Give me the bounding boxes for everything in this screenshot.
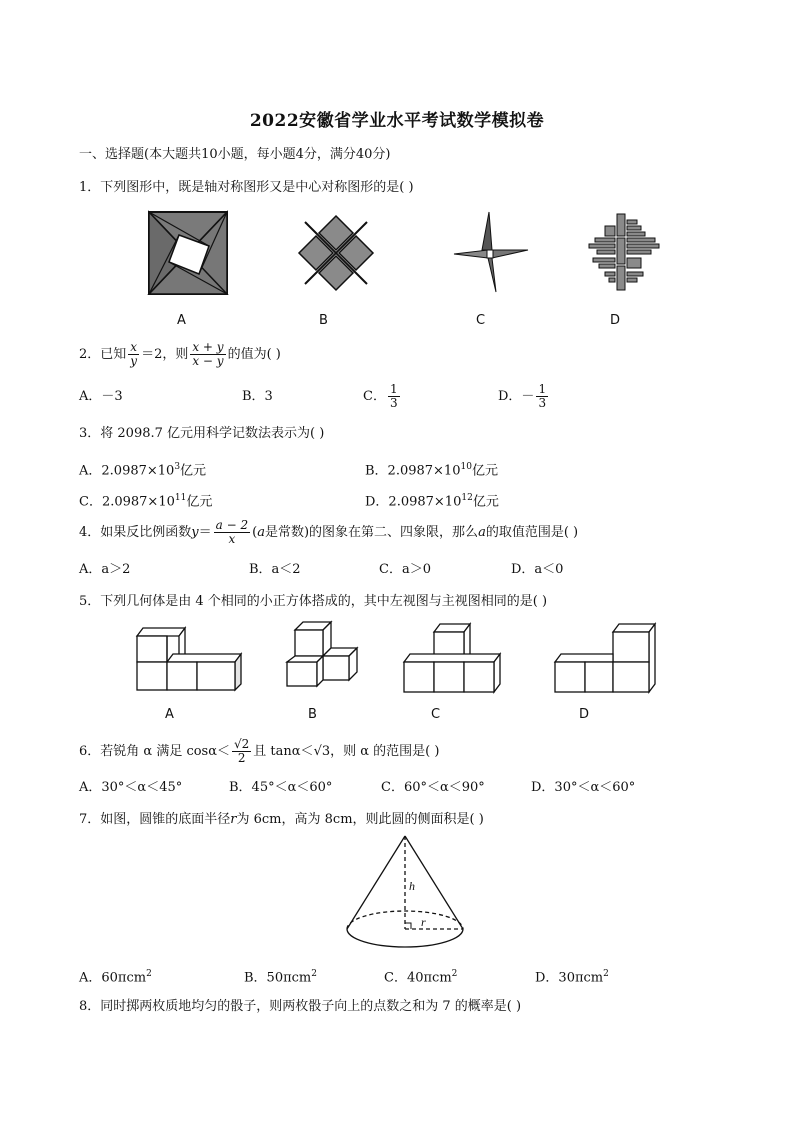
q3-option-a xyxy=(79,459,206,479)
q4-option-b: B．a＜2 xyxy=(249,562,301,577)
q4-option-c: C．a＞0 xyxy=(379,562,431,577)
q3-option-d-unit: 亿元 xyxy=(472,494,499,510)
q3-option-d-base: D．2.0987×10 xyxy=(365,494,462,510)
q7-option-b-exp: 2 xyxy=(311,969,317,979)
q1-label-a: A xyxy=(177,313,186,328)
q4-option-d: D．a＜0 xyxy=(511,562,564,577)
q2-option-c-fraction xyxy=(388,383,400,410)
q7-var-r: r xyxy=(230,812,237,827)
q4-var-a1: a xyxy=(257,525,265,540)
q2-frac2-denominator: x − y xyxy=(192,354,224,368)
q5-label-c: C xyxy=(431,707,441,722)
q3-option-d-exponent: 12 xyxy=(461,493,473,503)
q1-label-d: D xyxy=(610,313,621,328)
q6-frac-denominator: 2 xyxy=(237,751,246,765)
q7-stem-a: 7．如图，圆锥的底面半径 xyxy=(79,812,231,827)
q7-radius-label: r xyxy=(421,915,426,929)
q7-option-d-exp: 2 xyxy=(603,969,609,979)
q4-frac-denominator: x xyxy=(228,532,236,546)
q5-label-a: A xyxy=(165,707,174,722)
q1-stem: 1．下列图形中，既是轴对称图形又是中心对称图形的是( ) xyxy=(79,180,414,195)
q4-equals: ＝ xyxy=(198,525,212,540)
q1-figure-d xyxy=(585,212,661,294)
q3-option-a-unit: 亿元 xyxy=(180,463,207,479)
q5-label-b: B xyxy=(308,707,317,722)
q3-option-b xyxy=(365,459,498,479)
q4-prefix: 4．如果反比例函数 xyxy=(79,525,192,540)
q4-frac-numerator: a − 2 xyxy=(215,518,249,532)
q2-eq-tail: ＝2，则 xyxy=(141,347,189,362)
q7-stem xyxy=(79,812,484,828)
q7-option-c-exp: 2 xyxy=(451,969,458,979)
q2-frac1-numerator: x xyxy=(130,340,138,354)
q7-option-b-text: B．50πcm xyxy=(244,970,312,986)
q5-stem: 5．下列几何体是由 4 个相同的小正方体搭成的，其中左视图与主视图相同的是( ) xyxy=(79,594,548,609)
q2-frac1-denominator: y xyxy=(130,354,138,368)
q7-cone-figure xyxy=(343,832,467,956)
q5-figure-a xyxy=(133,624,243,694)
q6-fraction xyxy=(232,738,251,765)
q6-prefix: 6．若锐角 α 满足 cosα＜ xyxy=(79,744,231,759)
q2-option-d-denominator: 3 xyxy=(538,396,547,410)
q4-var-y: y xyxy=(191,525,199,540)
q4-stem xyxy=(79,516,578,550)
q7-option-a xyxy=(79,966,152,986)
q5-figure-d xyxy=(551,622,657,694)
q7-option-b xyxy=(244,966,317,986)
q2-option-c-denominator: 3 xyxy=(389,396,398,410)
q3-option-c-exponent: 11 xyxy=(174,493,187,503)
q4-option-a: A．a＞2 xyxy=(79,562,131,577)
section-heading: 一、选择题(本大题共10小题，每小题4分，满分40分) xyxy=(79,147,391,162)
q3-option-b-exponent: 10 xyxy=(460,462,472,472)
page-title: 2022安徽省学业水平考试数学模拟卷 xyxy=(249,111,545,131)
q6-stem xyxy=(79,734,439,770)
q2-tail: 的值为( ) xyxy=(227,347,281,362)
q2-stem xyxy=(79,339,281,371)
q2-option-b: B．3 xyxy=(242,389,273,404)
q2-fraction-sum-over-diff xyxy=(190,341,225,368)
q6-frac-numerator: √2 xyxy=(234,737,250,751)
q6-mid: 且 tanα＜ xyxy=(253,744,314,759)
q4-paren: ( xyxy=(252,525,258,540)
q7-height-label: h xyxy=(409,879,415,893)
q4-fraction xyxy=(214,519,250,546)
q8-stem: 8．同时掷两枚质地均匀的骰子，则两枚骰子向上的点数之和为 7 的概率是( ) xyxy=(79,999,522,1014)
q3-option-a-base: A．2.0987×10 xyxy=(79,463,175,479)
q2-option-d-numerator: 1 xyxy=(538,382,547,396)
q6-tail: ，则 α 的范围是( ) xyxy=(330,744,440,759)
q3-option-c-unit: 亿元 xyxy=(186,494,213,510)
q3-stem: 3．将 2098.7 亿元用科学记数法表示为( ) xyxy=(79,426,325,441)
q4-mid: 是常数)的图象在第二、四象限，那么 xyxy=(264,525,479,540)
q1-figure-b xyxy=(295,212,377,294)
q2-frac2-numerator: x + y xyxy=(192,340,224,354)
q3-option-d xyxy=(365,490,499,510)
q2-option-c xyxy=(363,380,402,414)
q2-option-d-fraction xyxy=(536,383,548,410)
q3-option-a-exponent: 3 xyxy=(174,462,181,472)
q3-option-b-unit: 亿元 xyxy=(471,463,498,479)
q7-option-a-text: A．60πcm xyxy=(79,970,147,986)
q6-option-c: C．60°＜α＜90° xyxy=(381,780,485,795)
q7-option-d-text: D．30πcm xyxy=(535,970,604,986)
q7-option-d xyxy=(535,966,609,986)
q5-figure-c xyxy=(400,622,506,694)
q6-sqrt3: √3 xyxy=(313,744,331,759)
q7-option-c-text: C．40πcm xyxy=(384,970,452,986)
q1-figure-a xyxy=(147,210,229,296)
q2-option-d xyxy=(498,380,550,414)
q2-option-a: A．－3 xyxy=(79,389,123,404)
q2-option-c-numerator: 1 xyxy=(389,382,398,396)
q3-option-c xyxy=(79,490,212,510)
q7-stem-b: 为 6cm，高为 8cm，则此圆的侧面积是( ) xyxy=(236,812,484,827)
q6-option-a: A．30°＜α＜45° xyxy=(79,780,183,795)
q7-option-c xyxy=(384,966,457,986)
q2-fraction-x-over-y xyxy=(128,341,139,368)
q1-label-c: C xyxy=(476,313,486,328)
q4-var-a2: a xyxy=(478,525,486,540)
q2-option-d-prefix: D．－ xyxy=(498,389,535,404)
q1-label-b: B xyxy=(319,313,328,328)
q6-option-b: B．45°＜α＜60° xyxy=(229,780,333,795)
q6-option-d: D．30°＜α＜60° xyxy=(531,780,636,795)
q1-figure-c xyxy=(452,210,530,294)
q3-option-c-base: C．2.0987×10 xyxy=(79,494,175,510)
q3-option-b-base: B．2.0987×10 xyxy=(365,463,461,479)
q2-option-c-prefix: C． xyxy=(363,389,386,404)
q7-option-a-exp: 2 xyxy=(146,969,152,979)
q5-label-d: D xyxy=(579,707,590,722)
q2-number: 2．已知 xyxy=(79,347,127,362)
q4-tail: 的取值范围是( ) xyxy=(485,525,579,540)
q5-figure-b xyxy=(283,620,361,690)
